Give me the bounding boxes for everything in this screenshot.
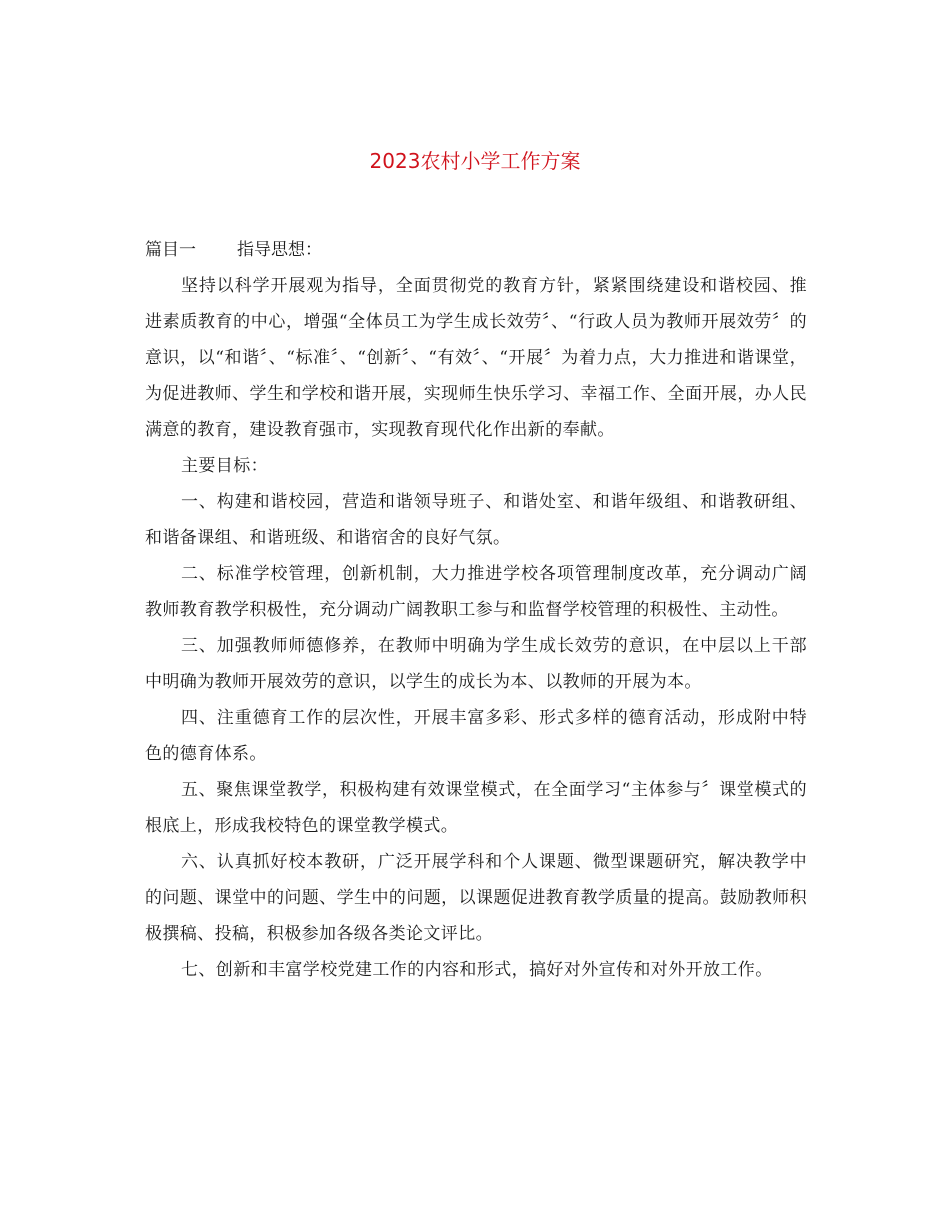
document-title: 2023农村小学工作方案 — [369, 149, 581, 173]
paragraph-goal-2: 二、标准学校管理，创新机制，大力推进学校各项管理制度改革，充分调动广阔教师教育教学积极性，充分调动广阔教职工参与和监督学校管理的积极性、主动性。 — [145, 564, 807, 620]
document-body — [145, 232, 807, 988]
paragraph-goal-7: 七、创新和丰富学校党建工作的内容和形式，搞好对外宣传和对外开放工作。 — [181, 960, 773, 980]
paragraph-goal-6: 六、认真抓好校本教研，广泛开展学科和个人课题、微型课题研究，解决教学中的问题、课堂中的问题、学生中的问题，以课题促进教育教学质量的提高。鼓励教师积极撰稿、投稿，积极参加各级各类论文评比。 — [145, 852, 807, 944]
paragraph-guiding-thought: 坚持以科学开展观为指导，全面贯彻党的教育方针，紧紧围绕建设和谐校园、推进素质教育的中心，增强“全体员工为学生成长效劳〞、“行政人员为教师开展效劳〞的意识，以“和谐〞、“标准〞、“创新〞、“有效〞、“开展〞为着力点，大力推进和谐课堂，为促进教师、学生和学校和谐开展，实现师生快乐学习、幸福工作、全面开展，办人民满意的教育，建设教育强市，实现教育现代化作出新的奉献。 — [145, 276, 807, 440]
paragraph-main-goals-heading: 主要目标： — [181, 456, 268, 476]
section-heading — [145, 232, 807, 268]
section-heading-text: 指导思想： — [237, 240, 322, 260]
paragraph-goal-1: 一、构建和谐校园，营造和谐领导班子、和谐处室、和谐年级组、和谐教研组、和谐备课组、和谐班级、和谐宿舍的良好气氛。 — [145, 492, 807, 548]
paragraph-goal-3: 三、加强教师师德修养，在教师中明确为学生成长效劳的意识，在中层以上干部中明确为教师开展效劳的意识，以学生的成长为本、以教师的开展为本。 — [145, 636, 807, 692]
paragraph-goal-5: 五、聚焦课堂教学，积极构建有效课堂模式，在全面学习“主体参与〞课堂模式的根底上，形成我校特色的课堂教学模式。 — [145, 780, 807, 836]
section-label: 篇目一 — [145, 240, 196, 260]
paragraph-goal-4: 四、注重德育工作的层次性，开展丰富多彩、形式多样的德育活动，形成附中特色的德育体系。 — [145, 708, 807, 764]
